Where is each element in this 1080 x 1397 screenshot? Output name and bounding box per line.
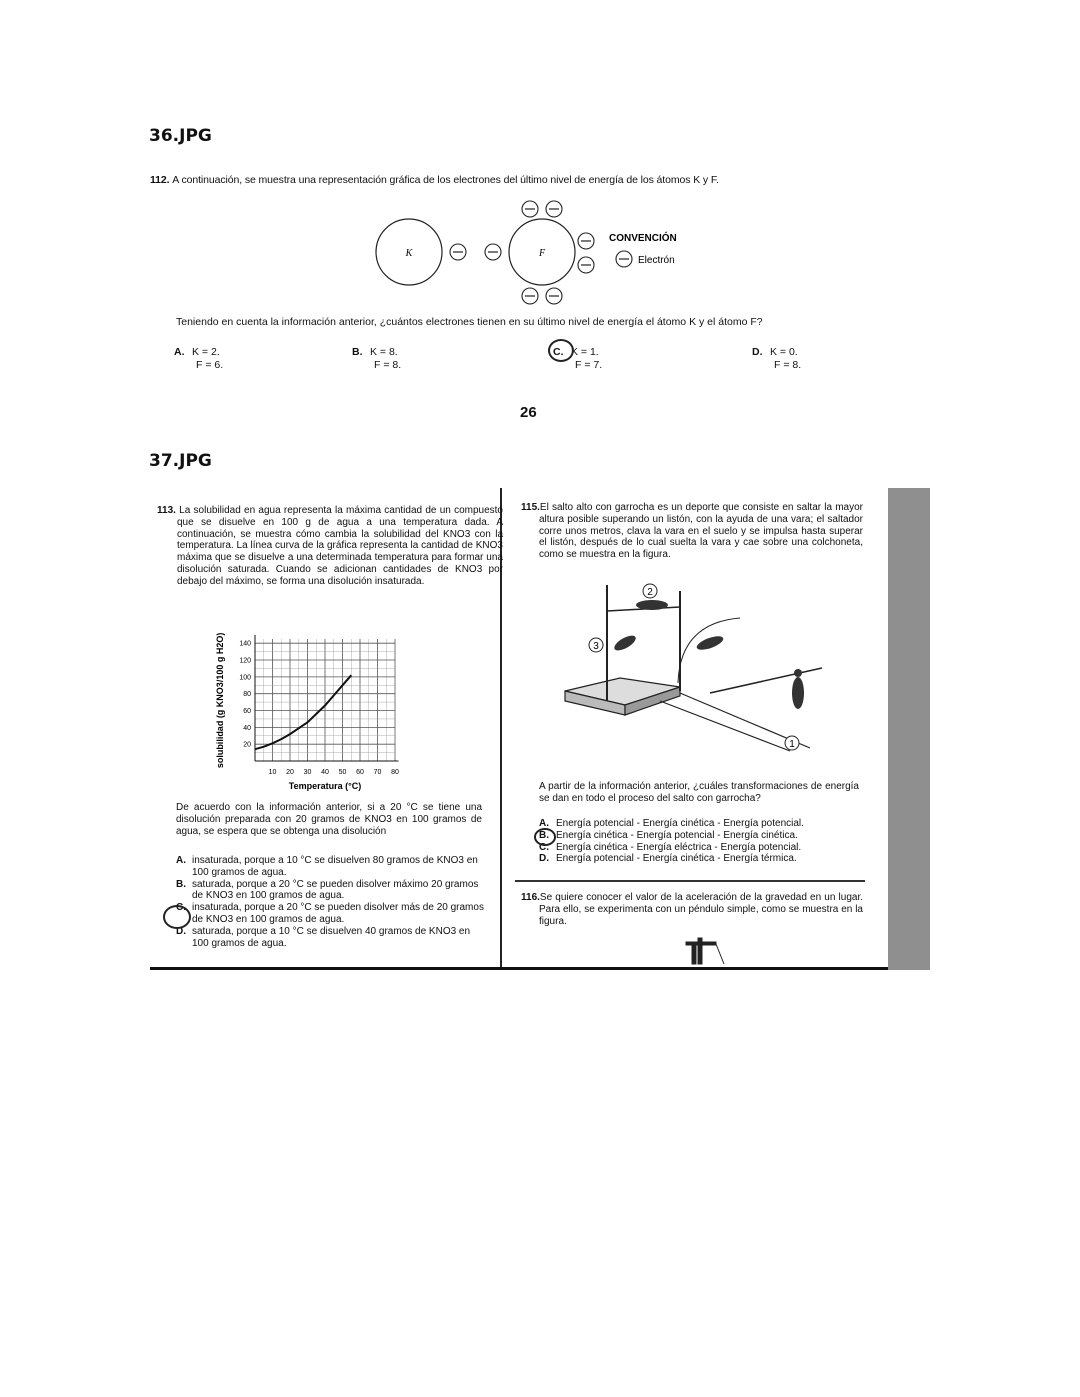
convention-item: Electrón (638, 255, 675, 266)
electron-icon (578, 257, 594, 273)
q113-option-a: A. insaturada, porque a 10 °C se disuelven 80 gramos de KNO3 en 100 gramos de agua. (176, 855, 478, 878)
x-tick-label: 40 (321, 769, 329, 776)
atom-f (509, 219, 575, 285)
electron-icon (546, 201, 562, 217)
solubility-curve (255, 675, 351, 749)
x-tick-label: 50 (338, 769, 347, 776)
q115-options (539, 818, 859, 865)
q112-title (150, 174, 719, 186)
q115-option-b: B. Energía cinética - Energía potencial - Energía cinética. (539, 829, 798, 841)
x-tick-label: 10 (268, 769, 277, 776)
q113-option-b: B. saturada, porque a 20 °C se pueden disolver máximo 20 gramos de KNO3 en 100 gramos de agua. (176, 878, 479, 902)
image-heading-36: 36.JPG (149, 126, 212, 146)
convention-title: CONVENCIÓN (609, 233, 677, 244)
q112-title-text: A continuación, se muestra una representación gráfica de los electrones del último nivel de energía de los átomos K y F. (172, 174, 719, 186)
x-tick-label: 30 (303, 769, 312, 776)
q115-option-c: C. Energía cinética - Energía eléctrica - Energía potencial. (539, 841, 802, 853)
q115-separator (515, 880, 865, 882)
page-number: 26 (520, 404, 537, 421)
scan-bottom-rule (150, 967, 888, 970)
q112-prompt: Teniendo en cuenta la información anterior, ¿cuántos electrones tienen en su último nivel de energía el átomo K y el átomo F? (176, 316, 763, 328)
q113-intro: 113. La solubilidad en agua representa la máxima cantidad de un compuesto que se disuelve en 100 g de agua a una temperatura dada. A continuación, se muestra cómo cambia la solubilidad del KNO3 con la temperatura. La línea curva de la gráfica representa la cantidad de KNO3 máxima que se disuelve a una determinada temperatura para formar una disolución saturada. Cuando se adicionan cantidades de KNO3 por debajo del máximo, se forma una disolución insaturada. (157, 505, 503, 587)
y-tick-label: 140 (239, 640, 251, 648)
q113-options (176, 855, 486, 949)
figure-label-1: 1 (789, 739, 795, 750)
figure-label-3: 3 (593, 641, 599, 652)
atom-k (376, 219, 442, 285)
q115-question: A partir de la información anterior, ¿cuáles transformaciones de energía se dan en todo el proceso del salto con garrocha? (539, 781, 859, 804)
q112-option-c: C. K = 1. F = 7. (553, 346, 603, 371)
electron-icon (485, 244, 501, 260)
electron-icon (522, 288, 538, 304)
y-tick-label: 120 (239, 657, 251, 665)
q115-option-a: A. Energía potencial - Energía cinética - Energía potencial. (539, 818, 804, 829)
scanned-page-37 (150, 488, 930, 970)
y-tick-label: 20 (243, 741, 251, 749)
x-tick-label: 80 (391, 769, 399, 776)
q115-answer-mark-icon (534, 828, 556, 846)
q113-option-c: C. insaturada, porque a 20 °C se pueden disolver más de 20 gramos de KNO3 en 100 gramos de agua. (176, 902, 484, 925)
atom-diagram (360, 195, 700, 313)
electron-icon (578, 233, 594, 249)
x-tick-label: 20 (286, 769, 294, 776)
q112-answer-mark-icon (548, 339, 574, 362)
q113-option-d: D. saturada, porque a 10 °C se disuelven 40 gramos de KNO3 en 100 gramos de agua. (176, 925, 471, 949)
q113-answer-mark-icon (163, 905, 191, 929)
x-tick-label: 70 (373, 769, 382, 776)
q113-question: De acuerdo con la información anterior, si a 20 °C se tiene una disolución preparada con 20 gramos de KNO3 en 100 gramos de agua, se espera que se obtenga una disolución (176, 802, 482, 837)
q112-option-b: B. K = 8. F = 8. (352, 346, 402, 371)
y-axis-label: solubilidad (g KNO3/100 g H2O) (215, 633, 225, 769)
scan-border-gray (888, 488, 930, 970)
y-tick-label: 60 (243, 708, 251, 716)
atom-k-label: K (405, 248, 413, 259)
solubility-chart (205, 633, 420, 798)
pendulum-figure (680, 936, 730, 966)
q115-intro: 115.El salto alto con garrocha es un deporte que consiste en saltar la mayor altura posible superando un listón, con la ayuda de una vara; el saltador corre unos metros, clava la vara en el suelo y se impulsa hasta superar el listón, después de lo cual suelta la vara y cae sobre una colchoneta, como se muestra en la figura. (521, 502, 863, 561)
electron-icon (546, 288, 562, 304)
pole-vault-figure (560, 583, 830, 758)
x-axis-label: Temperatura (°C) (288, 781, 362, 791)
y-tick-label: 100 (239, 674, 251, 682)
atom-f-label: F (538, 248, 546, 259)
q112-option-a: A. K = 2. F = 6. (174, 346, 224, 371)
electron-convention-icon (616, 251, 632, 267)
x-tick-label: 60 (356, 769, 364, 776)
q116-intro: 116.Se quiere conocer el valor de la aceleración de la gravedad en un lugar. Para ello, se experimenta con un péndulo simple, como se muestra en la figura. (521, 892, 863, 927)
y-tick-label: 80 (243, 691, 251, 699)
electron-icon (522, 201, 538, 217)
q112-option-d: D. K = 0. F = 8. (752, 346, 802, 371)
q112-number: 112. (150, 174, 170, 186)
y-tick-label: 40 (243, 724, 251, 732)
electron-icon (450, 244, 466, 260)
q115-option-d: D. Energía potencial - Energía cinética - Energía térmica. (539, 853, 797, 865)
figure-label-2: 2 (647, 587, 653, 598)
image-heading-37: 37.JPG (149, 451, 212, 471)
